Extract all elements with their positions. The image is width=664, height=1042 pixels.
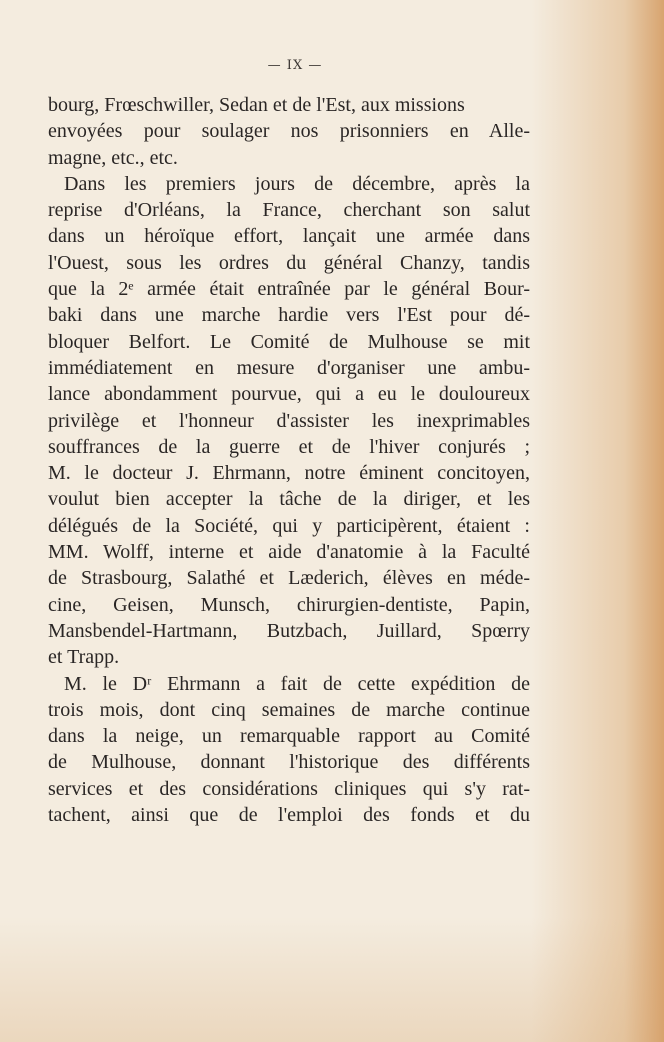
text-line: envoyées pour soulager nos prisonniers en Alle- (48, 120, 530, 143)
text-line: tachent, ainsi que de l'emploi des fonds et du (48, 804, 530, 827)
text-line: bloquer Belfort. Le Comité de Mulhouse se mit (48, 330, 530, 353)
text-line: baki dans une marche hardie vers l'Est pour dé- (48, 304, 530, 327)
text-line: services et des considérations cliniques qui s'y rat- (48, 777, 530, 800)
text-line: Mansbendel-Hartmann, Butzbach, Juillard, Spœrry (48, 619, 530, 642)
text-line: MM. Wolff, interne et aide d'anatomie à la Faculté (48, 541, 530, 564)
body-text (48, 92, 530, 828)
text-line: bourg, Frœschwiller, Sedan et de l'Est, aux missions (48, 94, 465, 116)
text-line: l'Ouest, sous les ordres du général Chanzy, tandis (48, 251, 530, 274)
text-line: reprise d'Orléans, la France, cherchant son salut (48, 199, 530, 222)
text-line: Dans les premiers jours de décembre, après la (64, 172, 530, 195)
text-line: lance abondamment pourvue, qui a eu le douloureux (48, 383, 530, 406)
text-line: trois mois, dont cinq semaines de marche continue (48, 698, 530, 721)
text-line: privilège et l'honneur d'assister les inexprimables (48, 409, 530, 432)
text-line: délégués de la Société, qui y participèrent, étaient : (48, 514, 530, 537)
text-line: immédiatement en mesure d'organiser une ambu- (48, 356, 530, 379)
text-line: dans la neige, un remarquable rapport au Comité (48, 725, 530, 748)
text-line: et Trapp. (48, 646, 120, 669)
page-number: — IX — (267, 58, 323, 73)
text-line: M. le docteur J. Ehrmann, notre éminent concitoyen, (48, 462, 530, 485)
text-line: M. le Dʳ Ehrmann a fait de cette expédition de (64, 672, 530, 695)
text-line: magne, etc., etc. (48, 146, 178, 169)
text-line: cine, Geisen, Munsch, chirurgien-dentiste, Papin, (48, 593, 530, 616)
text-line: de Mulhouse, donnant l'historique des différents (48, 751, 530, 774)
text-line: dans un héroïque effort, lançait une armée dans (48, 225, 530, 248)
text-line: que la 2ᵉ armée était entraînée par le général Bour- (48, 278, 530, 301)
text-line: souffrances de la guerre et de l'hiver conjurés ; (48, 435, 530, 458)
text-line: de Strasbourg, Salathé et Læderich, élèves en méde- (48, 567, 530, 590)
text-line: voulut bien accepter la tâche de la diriger, et les (48, 488, 530, 511)
